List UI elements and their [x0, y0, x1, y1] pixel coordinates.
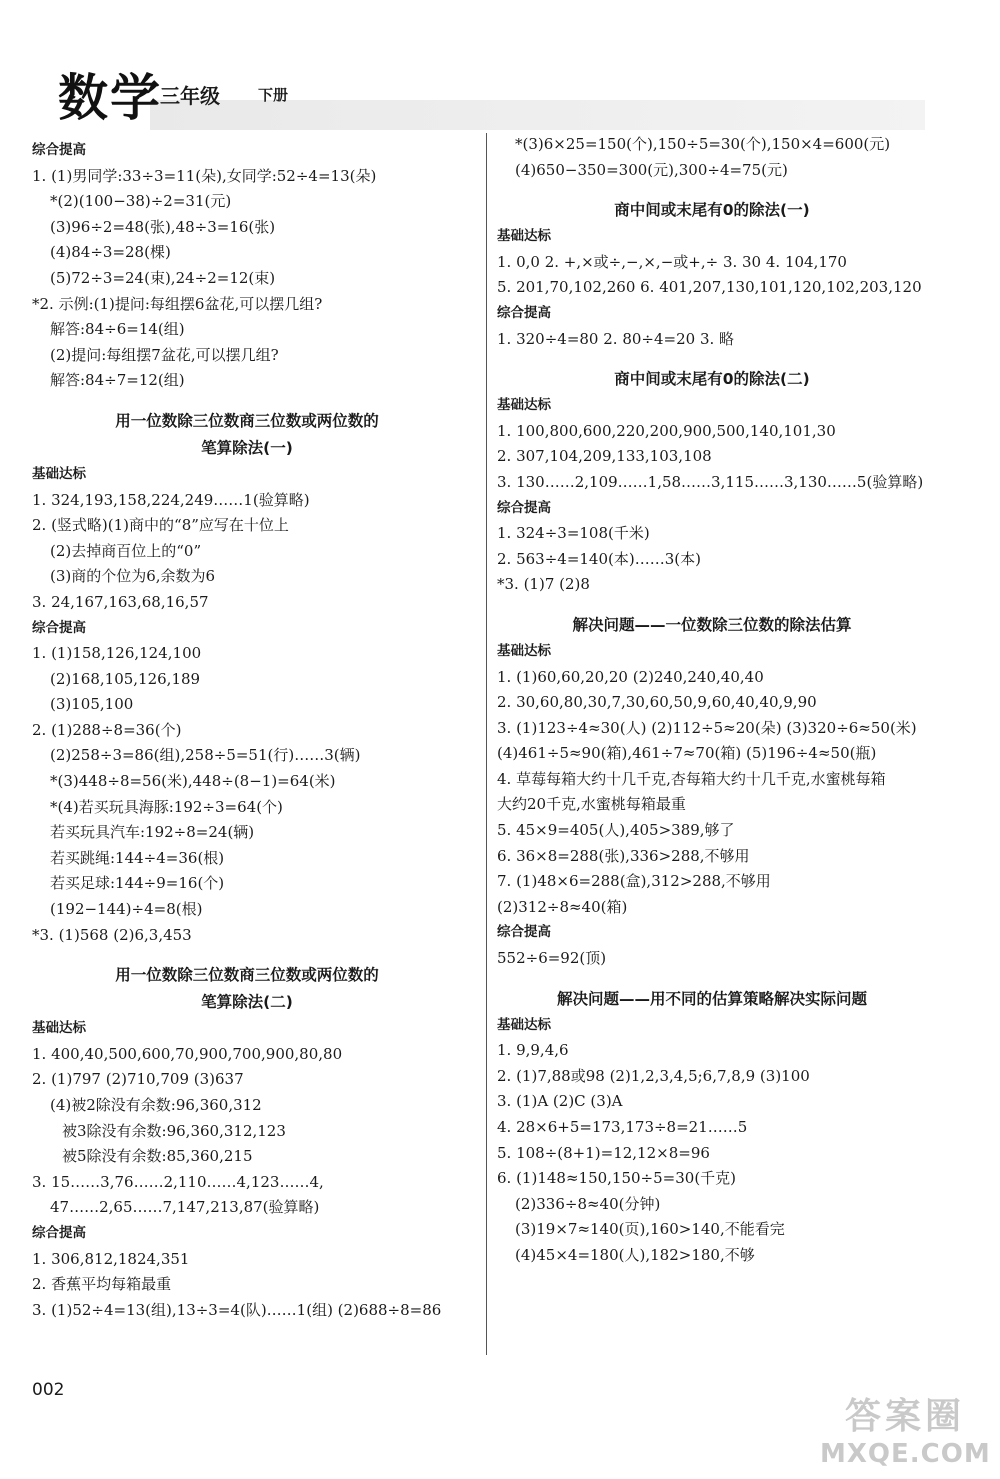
- answer-line: (5)72÷3=24(束),24÷2=12(束): [50, 268, 276, 287]
- page-number: 002: [32, 1380, 65, 1400]
- answer-line: (192−144)÷4=8(根): [50, 900, 203, 919]
- answer-line: (3)19×7≈140(页),160>140,不能看完: [515, 1220, 785, 1239]
- answer-line: *(3)448÷8=56(米),448÷(8−1)=64(米): [50, 772, 336, 791]
- answer-line: 1. (1)158,126,124,100: [32, 644, 202, 663]
- answer-line: (2)312÷8≈40(箱): [497, 897, 628, 916]
- section-label: 基础达标: [497, 1016, 551, 1033]
- answer-line: (4)650−350=300(元),300÷4=75(元): [515, 160, 788, 179]
- answer-line: *(4)若买玩具海豚:192÷3=64(个): [50, 797, 283, 816]
- answer-line: 4. 28×6+5=173,173÷8=21……5: [497, 1118, 748, 1136]
- answer-line: 2. 香蕉平均每箱最重: [32, 1275, 172, 1294]
- answer-line: 552÷6=92(顶): [497, 949, 607, 968]
- subject-title: 数学: [58, 69, 162, 127]
- answer-line: 2. 563÷4=140(本)……3(本): [497, 549, 701, 568]
- section-title: 笔算除法(二): [201, 993, 293, 1012]
- watermark-text: 答案圈: [844, 1396, 965, 1437]
- answer-line: 1. 400,40,500,600,70,900,700,900,80,80: [32, 1044, 343, 1063]
- column-divider: [486, 133, 487, 1355]
- answer-line: 2. (1)288÷8=36(个): [32, 720, 182, 739]
- answer-line: (2)258÷3=86(组),258÷5=51(行)……3(辆): [50, 746, 361, 765]
- section-label: 基础达标: [497, 228, 551, 245]
- answer-line: 6. (1)148≈150,150÷5=30(千克): [497, 1169, 737, 1188]
- answer-line: 3. 24,167,163,68,16,57: [32, 592, 209, 611]
- answer-line: 1. 306,812,1824,351: [32, 1249, 190, 1268]
- answer-line: (4)45×4=180(人),182>180,不够: [515, 1245, 755, 1264]
- answer-line: 3. 15……3,76……2,110……4,123……4,: [32, 1172, 324, 1191]
- section-label: 基础达标: [32, 1020, 86, 1037]
- answer-line: 5. 45×9=405(人),405>389,够了: [497, 821, 735, 840]
- section-title: 用一位数除三位数商三位数或两位数的: [115, 411, 379, 430]
- answer-line: 1. (1)男同学:33÷3=11(朵),女同学:52÷4=13(朵): [32, 166, 377, 185]
- answer-line: (2)336÷8≈40(分钟): [515, 1194, 661, 1213]
- section-title: 解决问题——用不同的估算策略解决实际问题: [556, 989, 867, 1008]
- section-title: 用一位数除三位数商三位数或两位数的: [115, 966, 379, 985]
- answer-line: 2. 307,104,209,133,103,108: [497, 447, 712, 466]
- section-title: 商中间或末尾有0的除法(一): [614, 201, 810, 220]
- answer-line: 1. 324,193,158,224,249……1(验算略): [32, 490, 310, 509]
- answer-line: (2)提问:每组摆7盆花,可以摆几组?: [50, 345, 279, 364]
- answer-line: (2)去掉商百位上的“0”: [50, 541, 202, 560]
- watermark-logo: [820, 1395, 990, 1475]
- answer-line: *(2)(100−38)÷2=31(元): [50, 192, 232, 211]
- answer-line: 若买足球:144÷9=16(个): [50, 874, 225, 893]
- answer-line: (3)105,100: [50, 695, 134, 714]
- volume-label: 下册: [258, 86, 289, 104]
- answer-line: 大约20千克,水蜜桃每箱最重: [497, 795, 686, 814]
- answer-line: 2. (竖式略)(1)商中的“8”应写在十位上: [32, 516, 289, 535]
- answer-line: 1. 0,0 2. +,×或÷,−,×,−或+,÷ 3. 30 4. 104,170: [497, 252, 847, 271]
- answer-line: 3. (1)52÷4=13(组),13÷3=4(队)……1(组) (2)688÷8=86: [32, 1300, 442, 1319]
- section-label: 综合提高: [497, 304, 551, 321]
- answer-line: *(3)6×25=150(个),150÷5=30(个),150×4=600(元): [515, 135, 891, 153]
- answer-line: 1. (1)60,60,20,20 (2)240,240,40,40: [497, 667, 764, 686]
- answer-line: 3. (1)123÷4≈30(人) (2)112÷5≈20(朵) (3)320÷6≈50(米): [497, 718, 917, 737]
- answer-line: 若买玩具汽车:192÷8=24(辆): [50, 823, 255, 842]
- section-label: 综合提高: [32, 619, 86, 636]
- answer-line: 被3除没有余数:96,360,312,123: [62, 1121, 286, 1140]
- answer-line: (4)461÷5≈90(箱),461÷7≈70(箱) (5)196÷4≈50(瓶): [497, 744, 877, 763]
- answer-line: (3)商的个位为6,余数为6: [50, 567, 216, 586]
- section-label: 综合提高: [32, 142, 86, 158]
- answer-line: 5. 108÷(8+1)=12,12×8=96: [497, 1143, 710, 1162]
- answer-line: *2. 示例:(1)提问:每组摆6盆花,可以摆几组?: [32, 294, 323, 313]
- answer-line: 1. 324÷3=108(千米): [497, 524, 650, 543]
- section-title: 笔算除法(一): [201, 438, 293, 457]
- answer-line: 解答:84÷7=12(组): [50, 371, 185, 390]
- answer-line: 7. (1)48×6=288(盒),312>288,不够用: [497, 872, 771, 891]
- answer-line: (4)被2除没有余数:96,360,312: [50, 1096, 262, 1114]
- answer-line: 若买跳绳:144÷4=36(根): [50, 848, 225, 867]
- answer-line: 5. 201,70,102,260 6. 401,207,130,101,120,102,203,120: [497, 278, 922, 297]
- section-label: 综合提高: [497, 499, 551, 516]
- answer-line: 3. (1)A (2)C (3)A: [497, 1092, 623, 1111]
- section-label: 基础达标: [497, 642, 551, 659]
- watermark-url: MXQE.COM: [820, 1439, 991, 1469]
- section-title: 解决问题——一位数除三位数的除法估算: [572, 615, 852, 634]
- answer-line: 47……2,65……7,147,213,87(验算略): [50, 1198, 320, 1217]
- answer-line: 2. (1)7,88或98 (2)1,2,3,4,5;6,7,8,9 (3)100: [497, 1066, 810, 1085]
- answer-line: 被5除没有余数:85,360,215: [62, 1147, 253, 1166]
- left-column: [32, 138, 462, 1323]
- section-label: 基础达标: [497, 397, 551, 414]
- answer-line: 4. 草莓每箱大约十几千克,杏每箱大约十几千克,水蜜桃每箱: [497, 769, 886, 788]
- section-title: 商中间或末尾有0的除法(二): [614, 370, 810, 389]
- answer-line: 解答:84÷6=14(组): [50, 320, 185, 339]
- grade-label: 三年级: [160, 84, 220, 108]
- answer-line: 3. 130……2,109……1,58……3,115……3,130……5(验算略): [497, 472, 924, 491]
- section-label: 综合提高: [497, 924, 551, 941]
- answer-line: (3)96÷2=48(张),48÷3=16(张): [50, 217, 276, 236]
- answer-line: 1. 320÷4=80 2. 80÷4=20 3. 略: [497, 329, 735, 348]
- right-column: [497, 132, 927, 1269]
- answer-line: 1. 100,800,600,220,200,900,500,140,101,30: [497, 421, 836, 440]
- answer-line: 2. (1)797 (2)710,709 (3)637: [32, 1070, 244, 1089]
- answer-line: (4)84÷3=28(棵): [50, 243, 171, 262]
- answer-line: *3. (1)7 (2)8: [497, 575, 590, 594]
- answer-line: 6. 36×8=288(张),336>288,不够用: [497, 846, 750, 865]
- answer-line: *3. (1)568 (2)6,3,453: [32, 925, 192, 944]
- answer-line: (2)168,105,126,189: [50, 669, 201, 688]
- answer-line: 2. 30,60,80,30,7,30,60,50,9,60,40,40,9,90: [497, 693, 817, 712]
- answer-line: 1. 9,9,4,6: [497, 1041, 569, 1060]
- section-label: 基础达标: [32, 465, 86, 482]
- section-label: 综合提高: [32, 1224, 86, 1241]
